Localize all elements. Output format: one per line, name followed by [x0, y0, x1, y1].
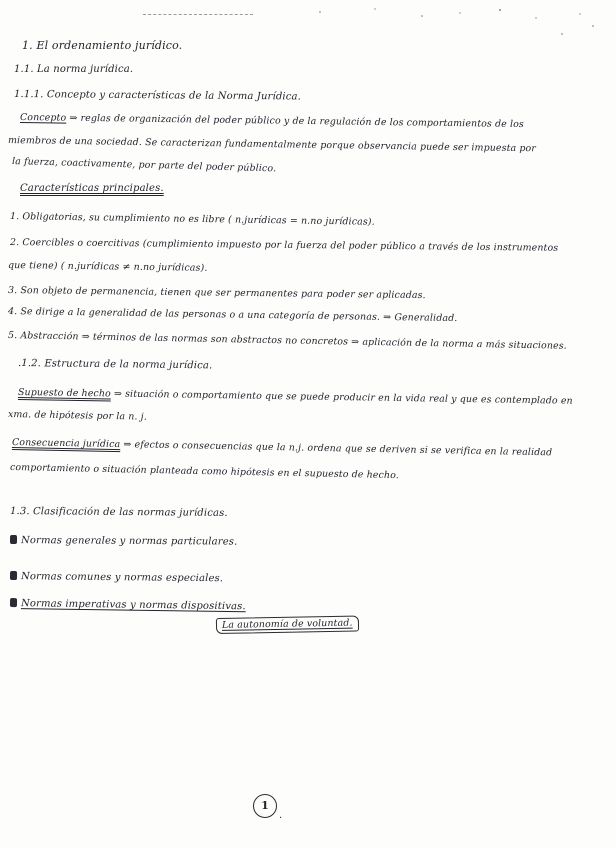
- supuesto-label: Supuesto de hecho: [17, 387, 111, 400]
- scan-artifact-dots: [300, 4, 600, 44]
- bullet-icon: [10, 598, 17, 607]
- autonomia-voluntad-text: La autonomía de voluntad.: [221, 617, 353, 631]
- supuesto-line-1: [18, 387, 573, 408]
- heading-norma-juridica: 1.1. La norma jurídica.: [14, 64, 134, 75]
- clasificacion-item-2-text: Normas comunes y normas especiales.: [20, 571, 224, 585]
- concepto-label: Concepto: [19, 112, 67, 124]
- caracteristica-2-line-2: que tiene) ( n.jurídicas ≠ n.no jurídicas).: [7, 260, 208, 274]
- concepto-text-1: ⇒ reglas de organización del poder público y de la regulación de los comportamientos de los: [69, 112, 525, 131]
- clasificacion-item-2: [10, 571, 223, 585]
- caracteristicas-title: Características principales.: [20, 183, 164, 194]
- consecuencia-line-2: comportamiento o situación planteada como hipótesis en el supuesto de hecho.: [9, 462, 400, 482]
- clasificacion-item-3: [10, 598, 246, 613]
- clasificacion-item-1: [10, 535, 237, 549]
- caracteristica-3: 3. Son objeto de permanencia, tienen que ser permanentes para poder ser aplicadas.: [7, 285, 426, 302]
- consecuencia-line-1: [12, 437, 552, 459]
- supuesto-line-2: xma. de hipótesis por la n. j.: [7, 409, 148, 423]
- page-number: 1: [253, 794, 277, 818]
- consecuencia-text-1: ⇒ efectos o consecuencias que la n.j. ordena que se deriven si se verifica en la realidad: [123, 439, 553, 459]
- autonomia-voluntad-box: [216, 616, 359, 634]
- bullet-icon: [10, 535, 17, 544]
- caracteristica-5: 5. Abstracción ⇒ términos de las normas son abstractos no concretos ⇒ aplicación de la norma a más situaciones.: [7, 330, 567, 352]
- heading-clasificacion: 1.3. Clasificación de las normas jurídicas.: [9, 506, 228, 519]
- clasificacion-item-1-text: Normas generales y normas particulares.: [20, 535, 238, 548]
- concepto-line-3: la fuerza, coactivamente, por parte del poder público.: [11, 156, 277, 175]
- scan-artifact-line: [143, 14, 253, 15]
- concepto-line-2: miembros de una sociedad. Se caracterizan fundamentalmente porque observancia puede ser impuesta por: [7, 135, 537, 155]
- consecuencia-label: Consecuencia jurídica: [11, 437, 121, 451]
- supuesto-text-1: ⇒ situación o comportamiento que se puede producir en la vida real y que es contemplado en: [113, 388, 573, 407]
- bullet-icon: [10, 571, 17, 580]
- caracteristica-4: 4. Se dirige a la generalidad de las personas o a una categoría de personas. ⇒ Generalidad.: [7, 306, 458, 325]
- concepto-line-1: [20, 112, 524, 131]
- caracteristica-2-line-1: 2. Coercibles o coercitivas (cumplimiento impuesto por la fuerza del poder público a través de los instrumentos: [9, 237, 559, 254]
- heading-concepto-caracteristicas: 1.1.1. Concepto y características de la Norma Jurídica.: [13, 89, 301, 103]
- heading-estructura: .1.2. Estructura de la norma jurídica.: [17, 358, 213, 372]
- caracteristica-1: 1. Obligatorias, su cumplimiento no es libre ( n.jurídicas = n.no jurídicas).: [9, 211, 375, 228]
- clasificacion-item-3-text: Normas imperativas y normas dispositivas.: [20, 598, 246, 613]
- heading-ordenamiento: 1. El ordenamiento jurídico.: [22, 39, 183, 52]
- page-number-dot: .: [279, 810, 283, 821]
